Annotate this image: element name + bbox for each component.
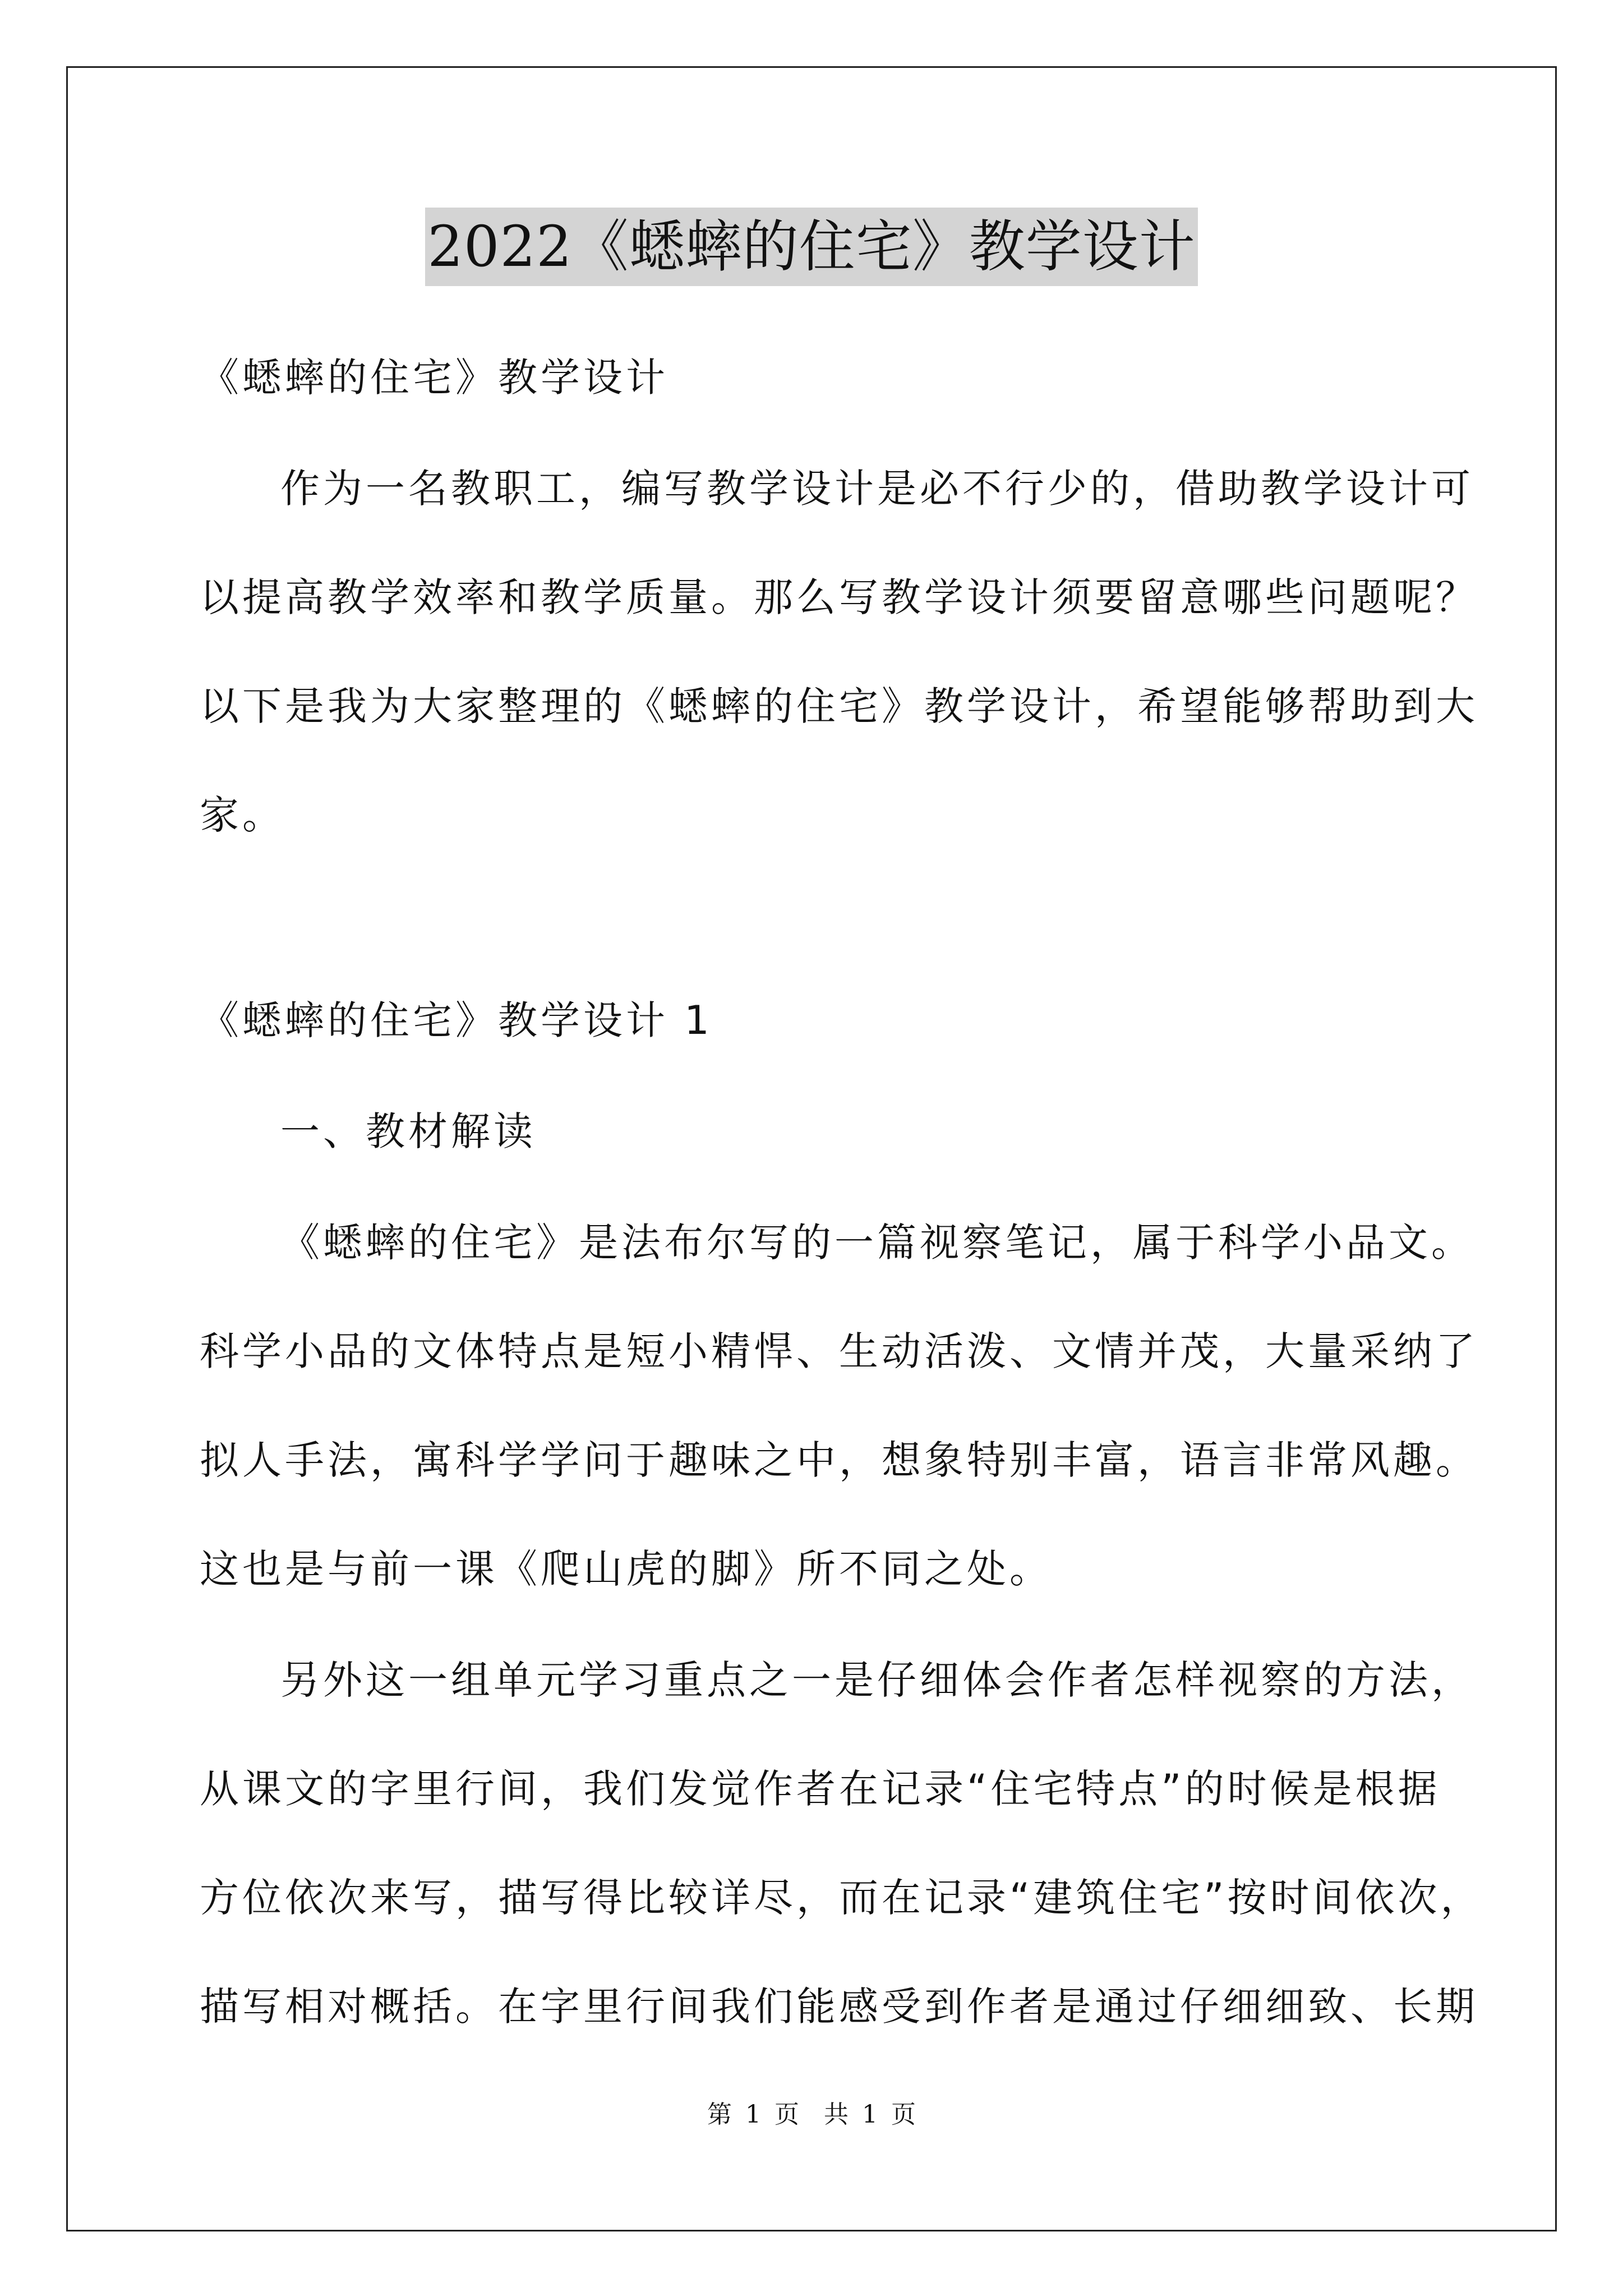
- intro-line-2: 以提高教学效率和教学质量。那么写教学设计须要留意哪些问题呢？: [200, 574, 1478, 620]
- document-title: 2022《蟋蟀的住宅》教学设计: [425, 208, 1198, 286]
- intro-line-3: 以下是我为大家整理的《蟋蟀的住宅》教学设计，希望能够帮助到大: [200, 683, 1478, 729]
- paragraph2-line-3: 方位依次来写，描写得比较详尽，而在记录“建筑住宅”按时间依次，: [200, 1875, 1483, 1921]
- paragraph1-line-4: 这也是与前一课《爬山虎的脚》所不同之处。: [200, 1546, 1052, 1592]
- page-footer: 第 1 页 共 1 页: [707, 2100, 916, 2129]
- document-subtitle: 《蟋蟀的住宅》教学设计: [200, 355, 668, 401]
- paragraph1-line-1: 《蟋蟀的住宅》是法布尔写的一篇视察笔记，属于科学小品文。: [280, 1220, 1474, 1266]
- intro-line-1: 作为一名教职工，编写教学设计是必不行少的，借助教学设计可: [280, 466, 1474, 512]
- paragraph2-line-1: 另外这一组单元学习重点之一是仔细体会作者怎样视察的方法，: [280, 1657, 1474, 1703]
- title-container: [0, 208, 1623, 286]
- paragraph2-line-4: 描写相对概括。在字里行间我们能感受到作者是通过仔细细致、长期: [200, 1984, 1478, 2030]
- intro-line-4: 家。: [200, 792, 285, 838]
- paragraph1-line-2: 科学小品的文体特点是短小精悍、生动活泼、文情并茂，大量采纳了: [200, 1328, 1478, 1374]
- section-heading: 《蟋蟀的住宅》教学设计 1: [200, 997, 713, 1043]
- paragraph1-line-3: 拟人手法，寓科学学问于趣味之中，想象特别丰富，语言非常风趣。: [200, 1437, 1478, 1483]
- paragraph2-line-2: 从课文的字里行间，我们发觉作者在记录“住宅特点”的时候是根据: [200, 1766, 1441, 1812]
- subsection-heading: 一、教材解读: [280, 1108, 536, 1154]
